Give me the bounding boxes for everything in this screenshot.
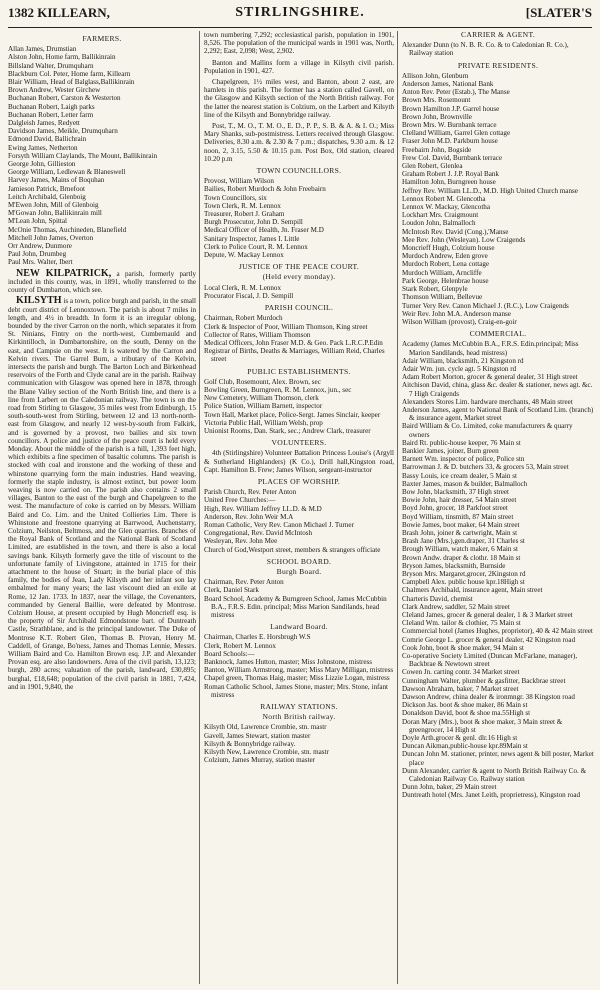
directory-entry: Wilson William (provost), Craig-en-goir <box>402 317 517 326</box>
new-kilpatrick-paragraph <box>8 267 196 295</box>
directory-entry: Town Councillors, six <box>204 193 267 202</box>
directory-entry: Chairman, Rev. Peter Anton <box>204 578 284 587</box>
directory-entry: Moncrieff Hugh, Colzium house <box>402 244 495 253</box>
directory-entry: Banton, William Armstrong, master; Miss Mary Milligan, mistress <box>204 666 394 675</box>
directory-entry: Sanitary Inspector, James I. Little <box>204 234 300 243</box>
railway-stations-list <box>204 723 394 764</box>
justice-court-subheading: (Held every monday). <box>262 272 336 282</box>
directory-entry: Dawson Abraham, baker, 7 Market street <box>402 684 519 693</box>
column-divider <box>397 31 398 984</box>
directory-entry: Mee Rev. John (Wesleyan). Low Craigends <box>402 235 526 244</box>
directory-entry: M'Ewen John, Mill of Glenboig <box>8 201 99 210</box>
directory-entry: Adair William, blacksmith, 21 Kingston rd <box>402 356 524 365</box>
directory-entry: High, Rev. William Jeffrey LL.D. & M.D <box>204 504 322 513</box>
farmers-list <box>8 45 196 266</box>
directory-entry: Paul Mrs. Walter, Ibert <box>8 258 73 267</box>
publisher-name: [SLATER'S <box>525 5 592 20</box>
directory-entry: Ewing James, Netherton <box>8 143 78 152</box>
directory-entry: Dunn John, baker, 29 Main street <box>402 783 497 792</box>
directory-entry: Chapel green, Thomas Haig, master; Miss Lizzie Logan, mistress <box>204 674 390 683</box>
town-councillors-list <box>204 177 394 259</box>
section-heading-farmers: FARMERS. <box>82 34 122 43</box>
directory-entry: Edmond David, Ballichrain <box>8 135 87 144</box>
directory-entry: M'Gowan John, Ballikinrain mill <box>8 209 102 218</box>
directory-entry: Victoria Public Hall, William Welsh, prop <box>204 418 323 427</box>
directory-entry: Anton Rev. Peter (Estab.), The Manse <box>402 88 510 97</box>
directory-entry: George William, Ledlewan & Blaneswell <box>8 168 126 177</box>
directory-entry: Brown Mrs. Rosemount <box>402 96 471 105</box>
directory-entry: Billsland Walter, Drumquharn <box>8 61 94 70</box>
section-heading-public-establishments: PUBLIC ESTABLISHMENTS. <box>247 366 351 376</box>
directory-entry: New Cemetery, William Thomson, clerk <box>204 394 319 403</box>
section-heading-places-of-worship: PLACES OF WORSHIP. <box>257 476 341 486</box>
population-paragraph: town numbering 7,292; ecclesiastical parish, population in 1901, 8,526. The population of the municipal wards in 1901 was, North, 2,292; East, 2,098; West, 2,902. <box>204 31 394 56</box>
directory-entry: Golf Club, Rosemount, Alex. Brown, sec <box>204 377 321 386</box>
directory-entry: McIntosh Rev. David (Cong.),'Manse <box>402 227 509 236</box>
directory-entry: Brown Andw. draper & clothr. 18 Main st <box>402 553 521 562</box>
directory-entry: Provost, William Wilson <box>204 177 274 186</box>
directory-entry: Local Clerk, R. M. Lennox <box>204 283 282 292</box>
carrier-list <box>402 41 594 57</box>
directory-entry: Bassy Louis, ice cream dealer, 5 Main st <box>402 471 517 480</box>
directory-entry: Dunn Alexander, carrier & agent to North British Railway Co. & Caledonian Railway Co. Railway station <box>402 766 587 784</box>
column-1 <box>8 31 196 986</box>
directory-entry: Anderson, Rev. John Weir M.A <box>204 512 294 521</box>
directory-entry: Burgh Prosecutor, John D. Sempill <box>204 218 303 227</box>
directory-entry: Weir Rev. John M.A. Anderson manse <box>402 309 511 318</box>
section-heading-private-residents: PRIVATE RESIDENTS. <box>457 60 539 70</box>
directory-entry: Barrowman J. & D. butchers 33, & grocers 53, Main street <box>402 463 569 472</box>
directory-entry: Bowie John, hair dresser, 54 Main street <box>402 496 517 505</box>
banton-paragraph: Banton and Mallins form a village in Kilsyth civil parish. Population in 1901, 427. <box>204 58 394 75</box>
section-heading-railway-stations: RAILWAY STATIONS. <box>260 702 338 712</box>
directory-entry: Baird William & Co. Limited, coke manufacturers & quarry owners <box>402 422 573 439</box>
directory-entry: Medical Officers, John Fraser M.D. & Geo. Pack L.R.C.P.Edin <box>204 338 383 347</box>
landward-board-list <box>204 633 394 699</box>
directory-entry: Roman Catholic School, James Stone, master; Mrs. Stone, infant mistress <box>204 682 389 699</box>
directory-entry: Frew Col. David, Burnbank terrace <box>402 153 503 162</box>
directory-entry: McOnie Thomas, Auchineden, Blanefield <box>8 225 127 234</box>
section-heading-volunteers: VOLUNTEERS. <box>271 438 327 448</box>
kilsyth-paragraph <box>8 297 196 691</box>
directory-entry: Chairman, Charles E. Horsbrugh W.S <box>204 633 311 642</box>
directory-entry: Jeffrey Rev. William LL.D., M.D. High United Church manse <box>402 186 578 195</box>
directory-entry: United Free Churches:— <box>204 496 276 505</box>
directory-entry: Glen Robert, Glenlea <box>402 162 463 171</box>
directory-entry: Congregational, Rev. David McIntosh <box>204 529 313 538</box>
directory-entry: Leitch Archibald, Glenboig <box>8 192 86 201</box>
directory-entry: Board Schools:— <box>204 649 255 658</box>
directory-entry: Duntreath hotel (Mrs. Janet Leith, proprietress), Kingston road <box>402 791 581 800</box>
directory-entry: Alexanders Stores Lim. hardware merchants, 48 Main street <box>402 397 573 406</box>
burgh-board-subheading: Burgh Board. <box>276 566 322 576</box>
directory-entry: Procurator Fiscal, J. D. Sempill <box>204 291 294 300</box>
volunteers-paragraph: 4th (Stirlingshire) Volunteer Battalion Princess Louise's (Argyll & Sutherland Highlanders) (K Co.), Drill hall,Kingston road, Capt. Hamilton B. Frew; James Wilson, sergeant-instructor <box>204 449 394 474</box>
directory-entry: Dalgleish James, Redyett <box>8 119 80 128</box>
directory-entry: Wesleyan, Rev. John Mee <box>204 537 278 546</box>
directory-entry: Anderson James, National Bank <box>402 80 494 89</box>
place-description: is a town, police burgh and parish, in the small debt court district of Lennoxtown. The parish is about 7 miles in length, and 4½ in breadth. In form it is an irregular oblong, bounded by the river Carron on the north, which separates it from St. Ninians, Fintry on the north-west, Cumbernauld and Kirkintilloch, in Dumbartonshire, on the south, Denny on the east, and Campsie on the west. It is watered by the Carron and Kelvin rivers. The Garrel Burn, a tributary of the Kelvin, intersects the parish and burgh. The Barton Loch and Birkenhead reservoirs of the Forth and Clyde canal are in the parish. Railway communication with Glasgow was opened here in 1878, through the Blane Valley section of the North British line, and there is a line from Larbert on the Caledonian railway. The town is on the road from Stirling to Glasgow, 35 miles west from Edinburgh, 15 south-south-west from Stirling, between 12 and 13 north-north-east from Glasgow, and nearly 12 west-by-south from Falkirk, and is governed by a provost, two bailies and six town councillors. A police and justice of the peace court is held every Monday. About the middle of the parish is a hill, 1,393 feet high, which exhibits a fine specimen of basaltic columns. The parish is stocked with coal and ironstone and the working of these and whinstone quarrying form the main industries. Hand weaving, formerly the staple industry, is almost extinct, but power loom weaving is now carried on. The parish also contains 2 small villages, Banton to the east of the burgh and Chapelgreen to the west. The manufacture of coke is carried on by Messrs. William Baird and Co. Lim. and the United Collieries Lim. There is Whinstone and freestone quarrying at Barrwood, Auchenstarry, Colzium, Neilston, Beltmoss, and the Glen quarries. Branches of the Royal Bank of Scotland and the National Bank of Scotland Limited, are established in the town, and there is also a local savings bank. Kilsyth formerly gave the title of viscount to the unfortunate family of Livingstone, attainted in 1715 for their attachment to the house of Stuart; in the burial place of this family, the bodies of Jean, Lady Kilsyth and her infant son lay embalmed for many years; the last viscount died an exile at Rome, 12 Jan. 1733. In 1837, near the village, the Covenanters, commanded by General Baillie, were defeated by Montrose. Colzium House, at present occupied by Hugh Moncrieff esq. is the property of Sir Archibald Edmondstone bart. of Duntreath Castle, Strathblane, and is the principal landowner. The Duke of Montrose K.T. Robert Glen, Thomas B. Provan, Henry M. Caddell, of Grange, Bo'ness, James and Thomas Lennie, Messrs. William Baird and Co. Hamilton Brown esq. J.P. and Alexander Provan esq. are also landowners. Area of the civil parish, 13,123; burgh, 280 acres; valuation of the parish, landward, £30,895; burghal, £18,648; population of the civil parish in 1881, 7,424, and in 1901, 9,840, the <box>8 297 196 691</box>
directory-entry: Doran Mary (Mrs.), boot & shoe maker, 3 Main street & greengrocer, 14 High st <box>402 717 563 734</box>
burgh-board-list <box>204 578 394 619</box>
directory-entry: Donaldson David, boot & shoe ma.55High st <box>402 709 531 718</box>
directory-entry: Gavell, James Stewart, station master <box>204 731 311 740</box>
directory-entry: Alston John, Home farm, Ballikinrain <box>8 53 116 62</box>
directory-entry: Bow John, blacksmith, 37 High street <box>402 487 509 496</box>
directory-entry: Clerk, Robert M. Lennox <box>204 641 276 650</box>
directory-entry: Brown Hamilton J.P. Garrel house <box>402 104 500 113</box>
directory-entry: Police Station, William Barnett, inspector <box>204 402 323 411</box>
directory-entry: Cook John, boot & shoe maker, 94 Main st <box>402 643 524 652</box>
directory-entry: Bailies, Robert Murdoch & John Freebairn <box>204 185 326 194</box>
page-title: STIRLINGSHIRE. <box>235 5 365 20</box>
directory-entry: Alexander Dunn (to N. B. R. Co. & to Caledonian R. Co.), Railway station <box>402 41 569 58</box>
directory-entry: Town Hall, Market place, Police-Sergt. James Sinclair, keeper <box>204 410 381 419</box>
directory-entry: Kilsyth & Bonnybridge railway. <box>204 739 296 748</box>
directory-entry: Board School, Academy & Burngreen School, James McCubbin B.A., F.R.S. Edin. principal; Miss Marion Sandilands, head mistress <box>204 594 387 619</box>
places-of-worship-list <box>204 488 394 554</box>
directory-entry: Town Clerk, R. M. Lennox <box>204 201 281 210</box>
post-office-paragraph: Post, T., M. O., T. M. O., E. D., P. P., S. B. & A. & I. O.; Miss Mary Shanks, sub-postmistress. Letters received through Glasgow. Deliveries, 8.30 a.m. & 2.30 & 7 p.m.; dispatches, 9.30 a.m. & 12 noon, 2, 3.15, 5.50 & 10.15 p.m. Post Box, Old station, cleared 10.20 p.m <box>204 122 394 163</box>
directory-entry: Boyd William, tinsmith, 87 Main street <box>402 512 514 521</box>
directory-entry: Bryson Mrs. Margaret,grocer, 2Kingston rd <box>402 570 526 578</box>
directory-entry: Brown John, Brownville <box>402 112 472 121</box>
directory-entry: Adair Wm. jun. cycle agt. 5 Kingston rd <box>402 364 517 373</box>
directory-entry: Co-operative Society Limited (Duncan McFarlane, manager), Backbrae & Newtown street <box>402 652 578 669</box>
public-establishments-list <box>204 378 394 435</box>
directory-entry: Unionist Rooms, Dan. Stark, sec.; Andrew Clark, treasurer <box>204 426 371 435</box>
directory-entry: Duncan Aikman,public-house kpr.89Main st <box>402 742 528 751</box>
directory-entry: Lennox W. Mackay, Glencotha <box>402 203 490 212</box>
directory-entry: Clelland William, Garrel Glen cottage <box>402 129 511 138</box>
directory-entry: Baird Rt. public-house keeper, 76 Main st <box>402 438 521 447</box>
directory-entry: Campbell Alex. public house kpr.18High st <box>402 578 525 587</box>
directory-entry: Lennox Robert M. Glencotha <box>402 194 486 203</box>
directory-entry: Loudon John, Balmalloch <box>402 219 476 228</box>
directory-entry: Forsyth William Claylands, The Mount, Ballikinrain <box>8 151 158 160</box>
directory-entry: Medical Officer of Health, Jn. Fraser M.D <box>204 226 324 235</box>
directory-entry: Harvey James, Mains of Boquhan <box>8 176 105 185</box>
directory-entry: Chairman, Robert Murdoch <box>204 314 283 323</box>
directory-entry: Barnett Wm. inspector of police, Police stn <box>402 455 525 464</box>
directory-entry: Blackburn Col. Peter, Home farm, Killearn <box>8 69 131 78</box>
directory-entry: Roman Catholic, Very Rev. Canon Michael J. Turner <box>204 520 354 529</box>
directory-entry: Commercial hotel (James Hughes, proprietor), 40 & 42 Main street <box>402 627 593 636</box>
directory-entry: Church of God,Westport street, members & strangers officiate <box>204 545 381 554</box>
directory-entry: Allan James, Drumstian <box>8 45 77 54</box>
directory-entry: Jamieson Patrick, Brnefoot <box>8 184 86 193</box>
directory-entry: Paul John, Drumbeg <box>8 250 67 259</box>
directory-entry: Bowie James, boot maker, 64 Main street <box>402 520 520 529</box>
directory-entry: Lockhart Mrs. Craigmount <box>402 211 479 220</box>
directory-entry: Brown Mrs. W. Burnbank terrace <box>402 121 497 130</box>
directory-entry: Stark Robert, Glenpyle <box>402 285 468 294</box>
directory-entry: Dickson Jas. boot & shoe maker, 86 Main st <box>402 701 528 710</box>
section-heading-carrier: CARRIER & AGENT. <box>460 31 536 39</box>
directory-entry: Clerk & Inspector of Poor, William Thomson, King street <box>204 322 368 331</box>
page-number: 1382 KILLEARN, <box>8 5 110 20</box>
directory-entry: M'Lean John, Spittal <box>8 217 68 226</box>
directory-entry: Orr Andrew, Dunmore <box>8 242 72 251</box>
directory-entry: Davidson James, Meikle, Drumquharn <box>8 127 118 136</box>
directory-entry: Turner Very Rev. Canon Michael J. (R.C.), Low Craigends <box>402 301 569 310</box>
place-name: KILSYTH <box>16 295 62 307</box>
directory-entry: Park George, Helenbrae house <box>402 276 489 285</box>
section-heading-justice-court: JUSTICE OF THE PEACE COURT. <box>238 262 360 272</box>
section-heading-school-board: SCHOOL BOARD. <box>266 556 332 566</box>
section-heading-parish-council: PARISH COUNCIL. <box>264 303 334 313</box>
directory-entry: Brash Jane (Mrs.),gen.draper, 31 Charles st <box>402 537 525 546</box>
directory-entry: Clerk to Police Court, R. M. Lennox <box>204 242 308 251</box>
commercial-list <box>402 340 594 799</box>
directory-entry: Thomson William, Bellevue <box>402 293 483 302</box>
directory-entry: Collector of Rates, William Thomson <box>204 330 311 339</box>
directory-entry: Banknock, James Hutton, master; Miss Johnstone, mistress <box>204 658 373 667</box>
directory-entry: Clark Andrew, saddler, 52 Main street <box>402 602 510 611</box>
directory-entry: Depute, W. Mackay Lennox <box>204 251 284 260</box>
directory-entry: Allison John, Glenburn <box>402 71 469 80</box>
directory-entry: Clerk, Daniel Stark <box>204 586 259 595</box>
directory-entry: Colzium, James Murray, station master <box>204 756 316 765</box>
page-header <box>8 5 592 27</box>
directory-entry: Dawson Andrew, china dealer & ironmngr. 38 Kingston road <box>402 693 575 702</box>
directory-entry: Bankier James, joiner, Burn green <box>402 446 499 455</box>
directory-entry: Doyle Arth.grocer & genl. dlr.16 High st <box>402 734 518 743</box>
directory-entry: Brough William, watch maker, 6 Main st <box>402 545 518 554</box>
directory-entry: Baxter James, mason & builder, Balmalloch <box>402 479 528 488</box>
directory-entry: Buchanan Robert, Letter farm <box>8 110 94 119</box>
directory-entry: Chalmers Archibald, insurance agent, Main street <box>402 586 543 595</box>
section-heading-commercial: COMMERCIAL. <box>469 329 527 339</box>
directory-entry: Cleland James, grocer & general dealer, 1 & 3 Market street <box>402 611 573 620</box>
directory-entry: Duncan John M. stationer, printer, news agent & bill poster, Market place <box>402 750 594 767</box>
north-british-subheading: North British railway. <box>262 712 336 722</box>
directory-entry: Aitchison David, china, glass &c. dealer & stationer, news agt. &c. 7 High Craigends <box>402 381 593 398</box>
directory-entry: Murdoch William, Arncliffe <box>402 268 482 277</box>
directory-entry: Buchanan Robert, Laigh parks <box>8 102 95 111</box>
header-rule <box>8 27 592 28</box>
directory-entry: Kilsyth New, Lawrence Crombie, stn. mastr <box>204 748 329 757</box>
directory-entry: Buchanan Robert, Carston & Westerton <box>8 94 121 103</box>
directory-entry: Adam Robert Morton, grocer & general dealer, 31 High street <box>402 373 578 382</box>
section-heading-town-councillors: TOWN COUNCILLORS. <box>256 166 342 176</box>
directory-entry: Treasurer, Robert J. Graham <box>204 210 285 219</box>
directory-entry: Comrie George L. grocer & general dealer, 42 Kingston road <box>402 635 576 644</box>
column-2 <box>204 31 394 986</box>
directory-entry: George John, Gillieston <box>8 160 76 169</box>
directory-entry: Graham Robert J. J.P. Royal Bank <box>402 170 499 179</box>
directory-entry: Blair William, Head of Balglass,Ballikinrain <box>8 78 135 87</box>
landward-board-subheading: Landward Board. <box>270 622 328 632</box>
directory-entry: Boyd John, grocer, 18 Parkfoot street <box>402 504 508 513</box>
directory-entry: Hamilton John, Burngreen house <box>402 178 496 187</box>
column-3 <box>402 31 594 986</box>
directory-entry: Cleland Wm. tailor & clothier, 75 Main st <box>402 619 521 628</box>
directory-entry: Freebairn John, Bogside <box>402 145 472 154</box>
place-description: a parish, formerly partly included in this county, was, in 1891, wholly transferred to the county of Dumbarton, which see. <box>8 269 196 295</box>
directory-entry: Bowling Green, Burngreen, R. M. Lennox, jun., sec <box>204 385 352 394</box>
directory-entry: Cowen Jn. carting contr. 34 Market street <box>402 668 520 677</box>
justice-court-list <box>204 284 394 300</box>
directory-entry: Parish Church, Rev. Peter Anton <box>204 488 297 497</box>
directory-entry: Academy (James McCubbin B.A., F.R.S. Edin.principal; Miss Marion Sandilands, head mistress) <box>402 340 579 357</box>
directory-entry: Anderson James, agent to National Bank of Scotland Lim. (branch) & insurance agent, Market street <box>402 405 594 423</box>
directory-entry: Registrar of Births, Deaths & Marriages, William Reid, Charles street <box>204 347 385 364</box>
directory-entry: Murdoch Robert, Lena cottage <box>402 260 490 269</box>
directory-entry: Charteris David, chemist <box>402 594 473 603</box>
directory-entry: Bryson James, blacksmith, Burnside <box>402 561 506 570</box>
parish-council-list <box>204 314 394 363</box>
directory-entry: Cunningham Walter, plumber & gasfitter, Backbrae street <box>402 676 566 685</box>
column-divider <box>199 31 200 984</box>
directory-entry: Murdoch Andrew, Eden grove <box>402 252 488 261</box>
directory-entry: Brash John, joiner & cartwright, Main st <box>402 528 518 537</box>
private-residents-list <box>402 72 594 326</box>
place-name: NEW KILPATRICK, <box>16 267 112 279</box>
chapelgreen-paragraph: Chapelgreen, 1½ miles west, and Banton, about 2 east, are hamlets in this parish. The former has a station called Gavell, on the Glasgow and Kilsyth section of the North British railway. For the latter the nearest station is Colzium, on the Larbert and Kilsyth line of the Kilsyth and Bonnybridge railway. <box>204 78 394 119</box>
directory-entry: Brown Andrew, Wester Girchew <box>8 86 101 95</box>
directory-entry: Fraser John M.D. Parkburn house <box>402 137 498 146</box>
directory-entry: Mitchell John James, Overton <box>8 233 94 242</box>
directory-entry: Kilsyth Old, Lawrence Crombie, stn. mastr <box>204 723 327 732</box>
